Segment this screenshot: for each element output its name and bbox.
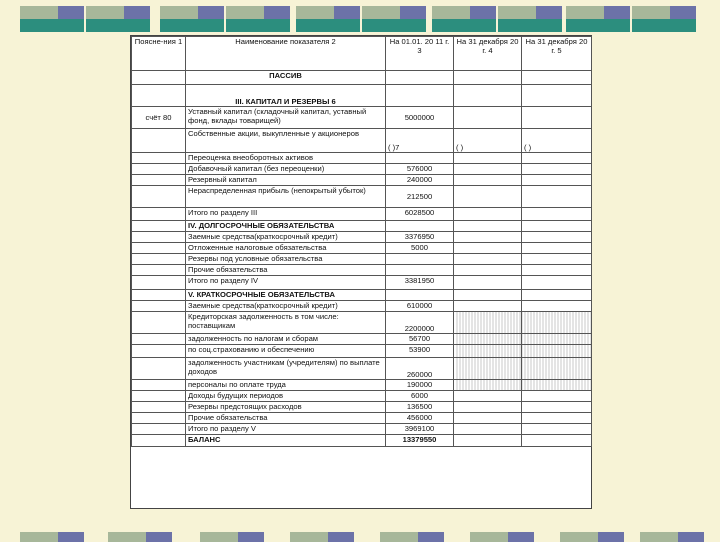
table-row: [132, 301, 592, 312]
balance-sheet-document: [130, 35, 592, 509]
section-row: [132, 85, 592, 107]
row-name: Резервы под условные обязательства: [186, 254, 386, 265]
stripe-block: [470, 532, 534, 542]
row-name: Прочие обязательства: [186, 413, 386, 424]
table-row: [132, 312, 592, 334]
hatched-cell: [522, 312, 592, 334]
hatched-cell: [522, 380, 592, 391]
table-row: [132, 345, 592, 358]
row-value: 2200000: [386, 312, 454, 334]
row-name: Отложенные налоговые обязательства: [186, 243, 386, 254]
table-row: [132, 402, 592, 413]
stripe-block: [362, 6, 426, 32]
stripe-block: [640, 532, 704, 542]
row-value: 5000: [386, 243, 454, 254]
row-name: Собственные акции, выкупленные у акционеров: [186, 129, 386, 153]
stripe-block: [20, 6, 84, 32]
table-row: [132, 380, 592, 391]
hatched-cell: [454, 345, 522, 358]
row-value: 3381950: [386, 276, 454, 290]
header-col2: На 31 декабря 20 г. 4: [454, 37, 522, 71]
row-name: БАЛАНС: [186, 435, 386, 447]
stripe-block: [20, 532, 84, 542]
table-row: [132, 413, 592, 424]
stripe-block: [566, 6, 630, 32]
row-name: Заемные средства(краткосрочный кредит): [186, 301, 386, 312]
table-row: [132, 232, 592, 243]
table-row: [132, 208, 592, 221]
header-name: Наименование показателя 2: [186, 37, 386, 71]
row-value: 190000: [386, 380, 454, 391]
hatched-cell: [522, 345, 592, 358]
row-name: по соц.страхованию и обеспечению: [186, 345, 386, 358]
row-value: 456000: [386, 413, 454, 424]
row-value-2: ( ): [454, 129, 522, 153]
table-row: [132, 243, 592, 254]
row-name: Резервный капитал: [186, 175, 386, 186]
table-row: [132, 391, 592, 402]
row-value: 13379550: [386, 435, 454, 447]
header-col3: На 31 декабря 20 г. 5: [522, 37, 592, 71]
row-name: Кредиторская задолженность в том числе: поставщикам: [186, 312, 386, 334]
row-value: 610000: [386, 301, 454, 312]
section-row: [132, 71, 592, 85]
row-value: 3376950: [386, 232, 454, 243]
row-name: задолженность участникам (учредителям) по выплате доходов: [186, 358, 386, 380]
table-row: [132, 129, 592, 153]
header-col1: На 01.01. 20 11 г. 3: [386, 37, 454, 71]
row-code: счёт 80: [132, 107, 186, 129]
table-row: [132, 424, 592, 435]
row-name: Нераспределенная прибыль (непокрытый убыток): [186, 186, 386, 208]
row-value: 6028500: [386, 208, 454, 221]
row-value: [386, 153, 454, 164]
row-value: ( )7: [386, 129, 454, 153]
stripe-block: [560, 532, 624, 542]
hatched-cell: [454, 358, 522, 380]
section-row: [132, 290, 592, 301]
row-value: 576000: [386, 164, 454, 175]
row-value: 5000000: [386, 107, 454, 129]
row-value: 53900: [386, 345, 454, 358]
section-shortterm: V. КРАТКОСРОЧНЫЕ ОБЯЗАТЕЛЬСТВА: [186, 290, 386, 301]
row-name: Доходы будущих периодов: [186, 391, 386, 402]
section-capital: III. КАПИТАЛ И РЕЗЕРВЫ 6: [186, 85, 386, 107]
table-row: [132, 254, 592, 265]
row-value: 260000: [386, 358, 454, 380]
row-value: 3969100: [386, 424, 454, 435]
table-row: [132, 358, 592, 380]
hatched-cell: [522, 334, 592, 345]
row-value: 240000: [386, 175, 454, 186]
row-name: Добавочный капитал (без переоценки): [186, 164, 386, 175]
table-row: [132, 435, 592, 447]
stripe-block: [498, 6, 562, 32]
section-longterm: IV. ДОЛГОСРОЧНЫЕ ОБЯЗАТЕЛЬСТВА: [186, 221, 386, 232]
stripe-block: [160, 6, 224, 32]
hatched-cell: [454, 380, 522, 391]
stripe-block: [108, 532, 172, 542]
section-row: [132, 221, 592, 232]
row-name: Уставный капитал (складочный капитал, уставный фонд, вклады товарищей): [186, 107, 386, 129]
header-code: Поясне-ния 1: [132, 37, 186, 71]
stripe-block: [380, 532, 444, 542]
table-row: [132, 276, 592, 290]
row-value: 56700: [386, 334, 454, 345]
table-header-row: [132, 37, 592, 71]
row-name: Итого по разделу V: [186, 424, 386, 435]
table-row: [132, 265, 592, 276]
stripe-block: [200, 532, 264, 542]
stripe-block: [296, 6, 360, 32]
table-row: [132, 164, 592, 175]
row-value-3: ( ): [522, 129, 592, 153]
row-name: персоналы по оплате труда: [186, 380, 386, 391]
table-row: [132, 175, 592, 186]
section-passive: ПАССИВ: [186, 71, 386, 85]
balance-table: [131, 36, 592, 447]
row-name: Резервы предстоящих расходов: [186, 402, 386, 413]
row-name: Итого по разделу III: [186, 208, 386, 221]
top-decoration: [0, 6, 720, 32]
row-value: 136500: [386, 402, 454, 413]
stripe-block: [632, 6, 696, 32]
row-value: 212500: [386, 186, 454, 208]
row-name: Прочие обязательства: [186, 265, 386, 276]
row-value: 6000: [386, 391, 454, 402]
row-name: задолженность по налогам и сборам: [186, 334, 386, 345]
table-row: [132, 186, 592, 208]
bottom-decoration: [0, 532, 720, 542]
stripe-block: [432, 6, 496, 32]
table-row: [132, 107, 592, 129]
table-row: [132, 334, 592, 345]
table-row: [132, 153, 592, 164]
stripe-block: [226, 6, 290, 32]
stripe-block: [290, 532, 354, 542]
row-name: Переоценка внеоборотных активов: [186, 153, 386, 164]
row-value: [386, 254, 454, 265]
row-name: Заемные средства(краткосрочный кредит): [186, 232, 386, 243]
hatched-cell: [454, 334, 522, 345]
stripe-block: [86, 6, 150, 32]
row-value: [386, 265, 454, 276]
row-name: Итого по разделу IV: [186, 276, 386, 290]
hatched-cell: [522, 358, 592, 380]
hatched-cell: [454, 312, 522, 334]
